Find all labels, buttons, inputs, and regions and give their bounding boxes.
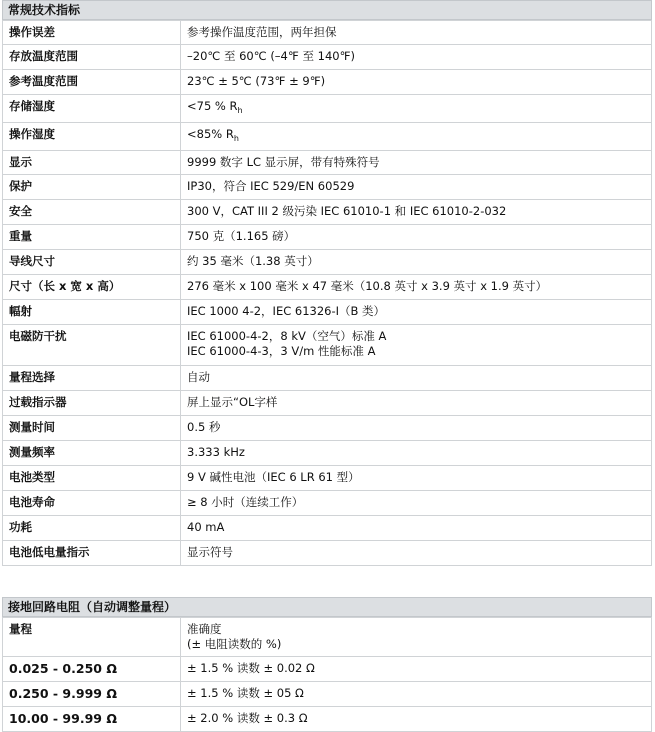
- row-label: [3, 21, 181, 45]
- row-label: [3, 95, 181, 123]
- row-value-text: 参考操作温度范围，两年担保: [187, 25, 337, 39]
- row-value-text: 40 mA: [187, 520, 225, 534]
- row-label-text: 重量: [9, 229, 32, 243]
- loop-resistance-section: [2, 597, 652, 732]
- row-label: [3, 45, 181, 70]
- table-row: [3, 21, 652, 45]
- row-label-text: 显示: [9, 155, 32, 169]
- row-label-text: 幅射: [9, 304, 32, 318]
- row-label: [3, 175, 181, 200]
- row-value-text: 3.333 kHz: [187, 445, 245, 459]
- row-value-text: 9 V 碱性电池（IEC 6 LR 61 型）: [187, 470, 360, 484]
- row-value: [181, 70, 652, 95]
- table-row: [3, 441, 652, 466]
- row-label: [3, 275, 181, 300]
- row-value-subscript: h: [237, 106, 243, 115]
- row-label: [3, 366, 181, 391]
- row-value-text: 约 35 毫米（1.38 英寸）: [187, 254, 319, 268]
- row-label: [3, 707, 181, 732]
- row-label: [3, 70, 181, 95]
- row-label: [3, 682, 181, 707]
- row-value-text: 276 毫米 x 100 毫米 x 47 毫米（10.8 英寸 x 3.9 英寸 x 1.9 英寸）: [187, 279, 548, 293]
- table-row: [3, 541, 652, 566]
- row-value: [181, 21, 652, 45]
- row-value: [181, 275, 652, 300]
- row-value-text: ± 1.5 % 读数 ± 05 Ω: [187, 686, 304, 700]
- table-row: [3, 95, 652, 123]
- table-row: [3, 300, 652, 325]
- row-label-text: 参考温度范围: [9, 74, 78, 88]
- row-label-text: 测量频率: [9, 445, 55, 459]
- row-value-text: <85% R: [187, 127, 234, 141]
- column-header-range: [3, 618, 181, 657]
- row-label-text: 测量时间: [9, 420, 55, 434]
- table-row: [3, 250, 652, 275]
- row-value: [181, 466, 652, 491]
- column-header-accuracy: [181, 618, 652, 657]
- table-row: [3, 466, 652, 491]
- column-header-range-text: 量程: [9, 622, 32, 636]
- general-specs-section: [2, 0, 652, 566]
- row-value: [181, 707, 652, 732]
- table-row: [3, 516, 652, 541]
- row-label-text: 过载指示器: [9, 395, 67, 409]
- row-label-text: 安全: [9, 204, 32, 218]
- row-value: [181, 441, 652, 466]
- row-label-text: 存放温度范围: [9, 49, 78, 63]
- row-label: [3, 391, 181, 416]
- table-row: [3, 275, 652, 300]
- table-row: [3, 70, 652, 95]
- row-value-text: 0.5 秒: [187, 420, 221, 434]
- column-header-accuracy-note: (± 电阻读数的 %): [187, 637, 282, 651]
- row-value: [181, 416, 652, 441]
- row-value-text: 显示符号: [187, 545, 233, 559]
- row-value-text: IEC 1000 4-2，IEC 61326-I（B 类）: [187, 304, 386, 318]
- row-value: [181, 682, 652, 707]
- row-value-text: 23℃ ± 5℃ (73℉ ± 9℉): [187, 74, 326, 88]
- row-value-line2: IEC 61000-4-3，3 V/m 性能标准 A: [187, 344, 376, 358]
- table-row: [3, 657, 652, 682]
- row-value: [181, 250, 652, 275]
- row-label-text: 0.025 - 0.250 Ω: [9, 661, 117, 676]
- section-title: 接地回路电阻（自动调整量程）: [2, 597, 652, 617]
- row-label-text: 量程选择: [9, 370, 55, 384]
- row-label-text: 功耗: [9, 520, 32, 534]
- table-row: [3, 682, 652, 707]
- table-row: [3, 151, 652, 175]
- row-label-text: 操作误差: [9, 25, 55, 39]
- row-label: [3, 416, 181, 441]
- row-label: [3, 491, 181, 516]
- row-label-text: 0.250 - 9.999 Ω: [9, 686, 117, 701]
- row-label: [3, 466, 181, 491]
- row-value-text: –20℃ 至 60℃ (–4℉ 至 140℉): [187, 49, 356, 63]
- row-value: [181, 151, 652, 175]
- table-row: [3, 175, 652, 200]
- loop-resistance-table: [2, 617, 652, 732]
- row-label: [3, 516, 181, 541]
- row-value: [181, 175, 652, 200]
- row-value-subscript: h: [233, 134, 239, 143]
- row-value-text: 300 V，CAT III 2 级污染 IEC 61010-1 和 IEC 61010-2-032: [187, 204, 507, 218]
- row-value-text: IEC 61000-4-2，8 kV（空气）标准 A: [187, 329, 387, 343]
- row-value: [181, 325, 652, 366]
- table-row: [3, 45, 652, 70]
- row-label-text: 电磁防干扰: [9, 329, 67, 343]
- row-label: [3, 541, 181, 566]
- table-row: [3, 391, 652, 416]
- row-label-text: 10.00 - 99.99 Ω: [9, 711, 117, 726]
- row-value: [181, 45, 652, 70]
- row-label-text: 操作湿度: [9, 127, 55, 141]
- row-value: [181, 200, 652, 225]
- row-value: [181, 541, 652, 566]
- row-label: [3, 151, 181, 175]
- row-value: [181, 491, 652, 516]
- row-value: [181, 123, 652, 151]
- row-label-text: 尺寸（长 x 宽 x 高）: [9, 279, 121, 293]
- row-value-text: ± 1.5 % 读数 ± 0.02 Ω: [187, 661, 315, 675]
- general-specs-table: [2, 20, 652, 566]
- row-value-text: 750 克（1.165 磅）: [187, 229, 296, 243]
- section-title: 常规技术指标: [2, 0, 652, 20]
- row-value-text: 自动: [187, 370, 210, 384]
- row-value: [181, 516, 652, 541]
- table-header-row: [3, 618, 652, 657]
- row-label: [3, 123, 181, 151]
- row-label: [3, 225, 181, 250]
- row-value: [181, 300, 652, 325]
- row-label: [3, 441, 181, 466]
- row-value-text: 屏上显示“OL字样: [187, 395, 278, 409]
- row-value: [181, 225, 652, 250]
- row-value-text: ± 2.0 % 读数 ± 0.3 Ω: [187, 711, 308, 725]
- row-value-text: 9999 数字 LC 显示屏，带有特殊符号: [187, 155, 380, 169]
- row-value: [181, 391, 652, 416]
- table-row: [3, 123, 652, 151]
- row-label: [3, 250, 181, 275]
- table-row: [3, 225, 652, 250]
- row-label-text: 电池低电量指示: [9, 545, 90, 559]
- row-label-text: 电池类型: [9, 470, 55, 484]
- row-value: [181, 657, 652, 682]
- row-label-text: 保护: [9, 179, 32, 193]
- row-value: [181, 366, 652, 391]
- column-header-accuracy-text: 准确度: [187, 622, 222, 636]
- table-row: [3, 325, 652, 366]
- row-value-text: ≥ 8 小时（连续工作）: [187, 495, 304, 509]
- row-label: [3, 300, 181, 325]
- table-row: [3, 416, 652, 441]
- table-row: [3, 200, 652, 225]
- row-label: [3, 657, 181, 682]
- row-value-text: IP30，符合 IEC 529/EN 60529: [187, 179, 355, 193]
- row-label-text: 存储湿度: [9, 99, 55, 113]
- table-row: [3, 707, 652, 732]
- row-label: [3, 200, 181, 225]
- row-label-text: 导线尺寸: [9, 254, 55, 268]
- row-value-text: <75 % R: [187, 99, 238, 113]
- table-row: [3, 366, 652, 391]
- row-label-text: 电池寿命: [9, 495, 55, 509]
- row-label: [3, 325, 181, 366]
- table-row: [3, 491, 652, 516]
- row-value: [181, 95, 652, 123]
